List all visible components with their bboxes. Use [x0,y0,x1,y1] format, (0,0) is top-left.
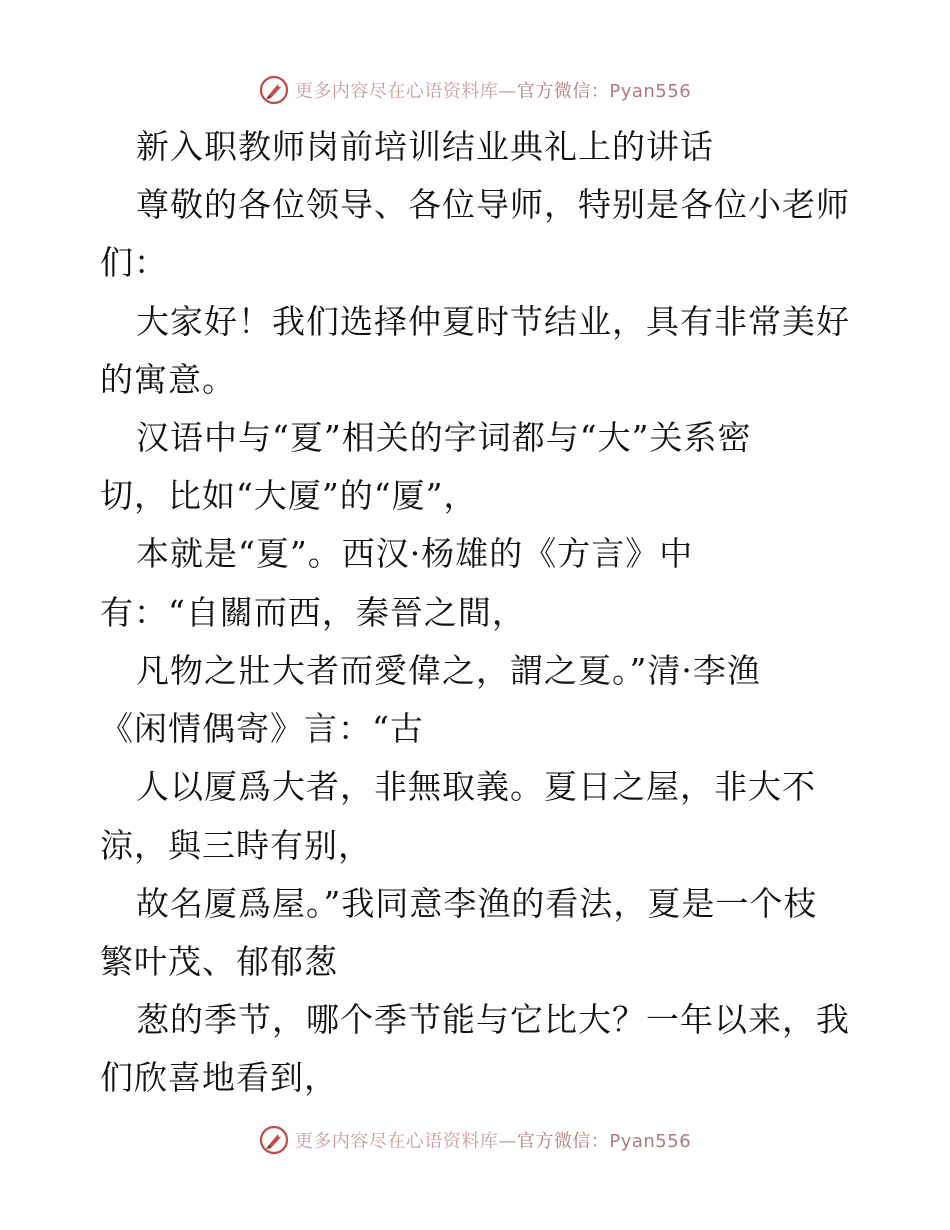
pen-nib-logo-icon [259,1125,289,1155]
paragraph-line: 《闲情偶寄》言：“古 [100,709,424,748]
header-banner [0,72,950,108]
paragraph-line: 切，比如“大厦”的“厦”， [100,476,478,515]
paragraph-line: 人以厦爲大者，非無取義。夏日之屋，非大不 [136,767,816,806]
footer-banner [0,1122,950,1158]
paragraph-line: 们欣喜地看到， [100,1058,338,1097]
paragraph-line: 尊敬的各位领导、各位导师，特别是各位小老师 [136,185,850,224]
paragraph-line: 繁叶茂、郁郁葱 [100,942,338,981]
footer-banner-wechat: 官方微信：Pyan556 [516,1131,692,1152]
paragraph-line: 们： [100,243,168,282]
footer-banner-text [295,1127,691,1153]
paragraph-line: 汉语中与“夏”相关的字词都与“大”关系密 [136,418,752,457]
paragraph-line: 大家好！我们选择仲夏时节结业，具有非常美好 [136,302,850,341]
header-banner-title: 更多内容尽在心语资料库— [294,81,517,102]
paragraph-line: 故名厦爲屋。”我同意李渔的看法，夏是一个枝 [136,884,818,923]
paragraph-line: 有：“自關而西，秦晉之間， [100,593,526,632]
footer-banner-title: 更多内容尽在心语资料库— [294,1131,517,1152]
header-banner-text [295,77,691,103]
paragraph-line: 葱的季节，哪个季节能与它比大？一年以来，我 [136,1000,850,1039]
paragraph-line: 的寓意。 [100,360,236,399]
pen-nib-logo-icon [259,75,289,105]
header-banner-wechat: 官方微信：Pyan556 [516,81,692,102]
paragraph-line: 本就是“夏”。西汉·杨雄的《方言》中 [136,534,694,573]
document-title: 新入职教师岗前培训结业典礼上的讲话 [136,127,714,166]
paragraph-line: 涼，與三時有别， [100,826,372,865]
paragraph-line: 凡物之壯大者而愛偉之，謂之夏。”清·李渔 [136,651,761,690]
